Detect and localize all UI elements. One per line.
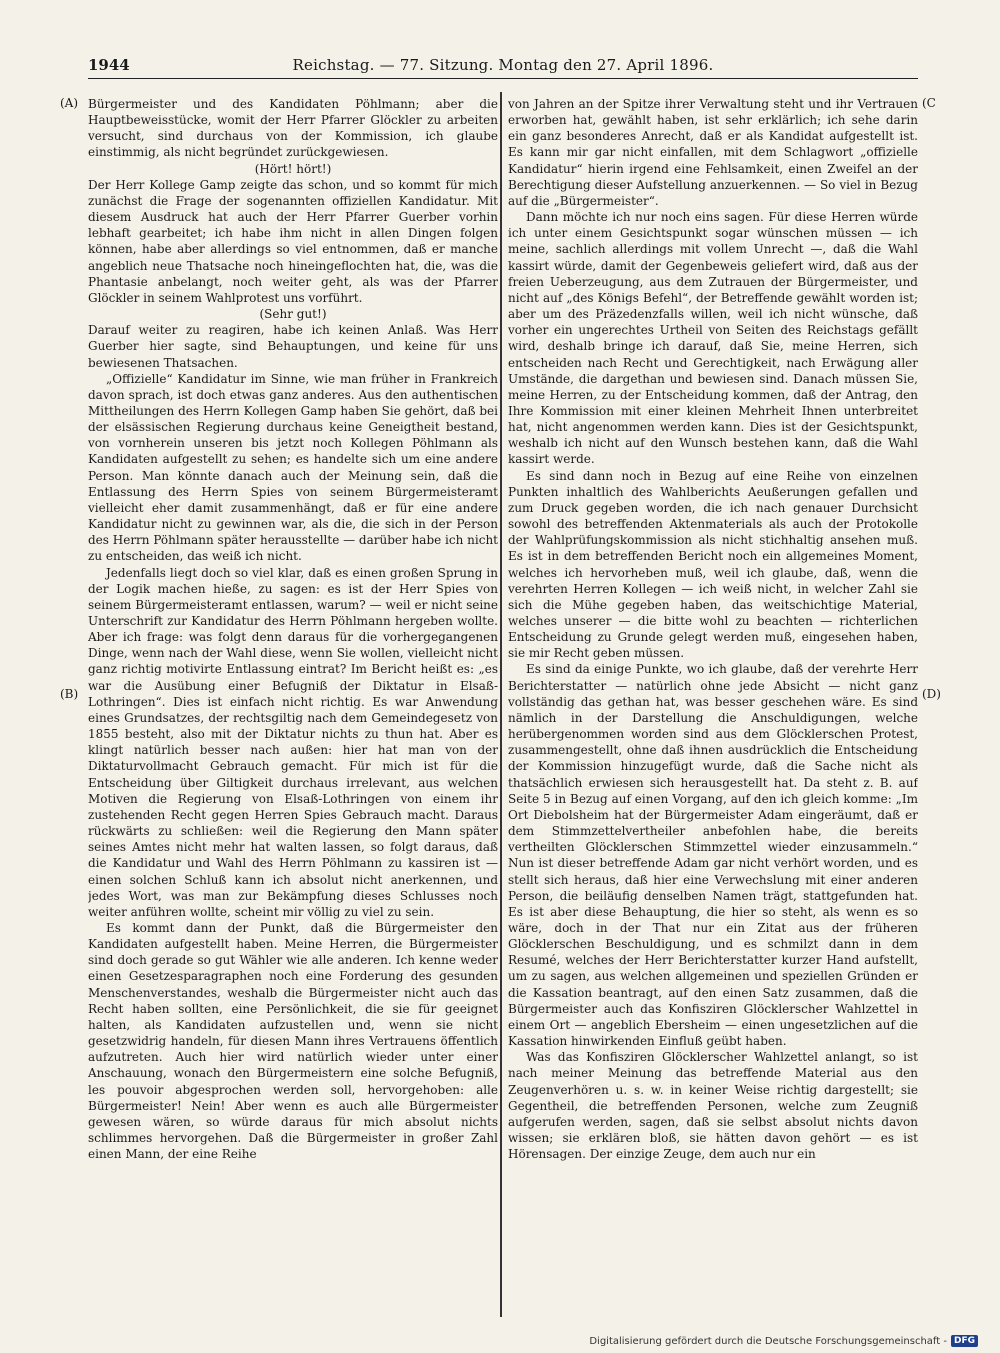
margin-marker-a: (A) bbox=[60, 96, 79, 110]
page-header bbox=[88, 52, 918, 79]
left-column bbox=[88, 96, 498, 1306]
interjection: (Sehr gut!) bbox=[259, 307, 327, 322]
column-divider bbox=[500, 92, 502, 1317]
paragraph: Es sind dann noch in Bezug auf eine Reihe von einzelnen Punkten inhaltlich des Wahlberichts Aeußerungen gefallen und zum Druck gegeben worden, die ich nach genauer Durchsicht sowohl des betreffenden Aktenmaterials als auch der Protokolle der Wahlprüfungskommission als nicht stichhaltig ansehen muß. Es ist in dem betreffenden Bericht noch ein allgemeines Moment, welches ich hervorheben muß, weil ich glaube, daß, wenn die verehrten Herren Kollegen — ich weiß nicht, in welcher Zahl sie sich die Mühe gegeben haben, das weitschichtige Material, welches unserer — die bitte wohl zu beachten — richterlichen Entscheidung zu Grunde gelegt werden muß, eingesehen haben, sie mir Recht geben müssen. bbox=[508, 468, 918, 661]
paragraph: Was das Konfisziren Glöcklerscher Wahlzettel anlangt, so ist nach meiner Meinung das betreffende Material aus den Zeugenverhören u. s. w. in keiner Weise richtig dargestellt; sie Gegentheil, die betreffenden Personen, welche zum Zeugniß aufgerufen werden, sagen, daß sie selbst absolut nichts davon wissen; sie erklären bloß, sie hätten davon gehört — es ist Hörensagen. Der einzige Zeuge, dem auch nur ein bbox=[508, 1050, 918, 1162]
running-head: Reichstag. — 77. Sitzung. Montag den 27. April 1896. bbox=[292, 56, 714, 74]
paragraph: Dann möchte ich nur noch eins sagen. Für diese Herren würde ich unter einem Gesichtspunkt sogar wünschen müssen — ich meine, sachlich allerdings mit vollem Unrecht —, daß die Wahl kassirt würde, damit der Gegenbeweis geliefert wird, daß aus der freien Ueberzeugung, aus dem Zutrauen der Bürgermeister, und nicht auf „des Königs Befehl“, der Betreffende gewählt worden ist; aber um des Präzedenzfalls willen, weil ich nicht wünsche, daß vorher ein ungerechtes Urtheil von Seiten des Reichstags gefällt wird, deshalb bringe ich darauf, daß Sie, meine Herren, sich entscheiden nach Recht und Gerechtigkeit, nach Erwägung aller Umstände, die dargethan und bewiesen sind. Danach müssen Sie, meine Herren, zu der Entscheidung kommen, daß der Antrag, den Ihre Kommission mit einer kleinen Mehrheit Ihnen unterbreitet hat, nicht angenommen werden kann. Dies ist der Gesichtspunkt, weshalb ich nicht auf den Wunsch bestehen kann, daß die Wahl kassirt werde. bbox=[508, 210, 918, 467]
paragraph: Es sind da einige Punkte, wo ich glaube, daß der verehrte Herr Berichterstatter — natürlich ohne jede Absicht — nicht ganz vollständig das gethan hat, was besser geschehen wäre. Es sind nämlich in der Darstellung die Anschuldigungen, welche herübergenommen worden sind aus dem Glöcklerschen Protest, zusammengestellt, ohne daß ihnen ausdrücklich die Entscheidung der Kommission hinzugefügt wurde, daß die Sache nicht als thatsächlich erwiesen sich herausgestellt hat. Da steht z. B. auf Seite 5 in Bezug auf einen Vorgang, auf den ich gleich komme: „Im Ort Diebolsheim hat der Bürgermeister Adam eingeräumt, daß er dem Stimmzettelvertheiler anbefohlen habe, die bereits vertheilten Glöcklerschen Stimmzettel wieder einzusammeln.“ Nun ist dieser betreffende Adam gar nicht verhört worden, und es stellt sich heraus, daß hier eine Verwechslung mit einer anderen Person, die beiläufig denselben Namen trägt, stattgefunden hat. Es ist aber diese Behauptung, die hier so steht, als wenn es so wäre, doch in der That nur ein Zitat aus der früheren Glöcklerschen Beschuldigung, und es schmilzt dann in dem Resumé, welches der Herr Berichterstatter kurzer Hand aufstellt, um zu sagen, aus welchen allgemeinen und speziellen Gründen er die Kassation beantragt, auf den einen Satz zusammen, daß die Bürgermeister auch das Konfisziren Glöcklerscher Wahlzettel in einem Ort — angeblich Ebersheim — einen ungesetzlichen auf die Kassation hinwirkenden Einfluß geübt haben. bbox=[508, 662, 918, 1049]
interjection: (Hört! hört!) bbox=[254, 161, 332, 176]
margin-marker-d: (D) bbox=[922, 687, 941, 701]
paragraph: von Jahren an der Spitze ihrer Verwaltung steht und ihr Vertrauen erworben hat, gewählt haben, ist sehr erklärlich; ich sehe darin ein ganz besonderes Anrecht, daß er als Kandidat aufgestellt ist. Es kann mir gar nicht einfallen, mit dem Schlagwort „offizielle Kandidatur“ hierin irgend eine Fehlsamkeit, einen Zweifel an der Berechtigung dieser Aufstellung anzuerkennen. — So viel in Bezug auf die „Bürgermeister“. bbox=[508, 97, 918, 208]
page-number: 1944 bbox=[88, 56, 130, 74]
paragraph: Darauf weiter zu reagiren, habe ich keinen Anlaß. Was Herr Guerber hier sagte, sind Behauptungen, und keine für uns bewiesenen Thatsachen. bbox=[88, 323, 498, 370]
right-column bbox=[508, 96, 918, 1306]
paragraph: Jedenfalls liegt doch so viel klar, daß es einen großen Sprung in der Logik machen hieße, zu sagen: es ist der Herr Spies von seinem Bürgermeisteramt entlassen, warum? — weil er nicht seine Unterschrift zur Kandidatur des Herrn Pöhlmann hergeben wollte. Aber ich frage: was folgt denn daraus für die vorhergegangenen Dinge, wenn nach der Wahl diese, wenn Sie wollen, vielleicht nicht ganz richtig motivirte Entlassung eintrat? Im Bericht heißt es: „es war die Ausübung einer Befugniß der Diktatur in Elsaß-Lothringen“. Dies ist einfach nicht richtig. Es war Anwendung eines Grundsatzes, der rechtsgiltig nach dem Gemeindegesetz von 1855 besteht, also mit der Diktatur nichts zu thun hat. Aber es klingt natürlich besser nach außen: hier hat man von der Diktaturvollmacht Gebrauch gemacht. Für mich ist für die Entscheidung über Giltigkeit durchaus irrelevant, aus welchen Motiven die Regierung von Elsaß-Lothringen von einem ihr zustehenden Recht gegen Herren Spies Gebrauch macht. Daraus rückwärts zu schließen: weil die Regierung den Mann später seines Amtes nicht mehr hat walten lassen, so folgt daraus, daß die Kandidatur und Wahl des Herrn Pöhlmann zu kassiren ist — einen solchen Schluß kann ich absolut nicht anerkennen, und jedes Wort, was man zur Bekämpfung dieses Schlusses noch weiter anführen wollte, scheint mir völlig zu viel zu sein. bbox=[88, 565, 498, 919]
footer-credit: Digitalisierung gefördert durch die Deutsche Forschungsgemeinschaft - bbox=[589, 1335, 947, 1347]
page-footer bbox=[589, 1335, 978, 1347]
paragraph: Bürgermeister und des Kandidaten Pöhlmann; aber die Hauptbeweisstücke, womit der Herr Pfarrer Glöckler zu arbeiten versucht, sind durchaus von der Kommission, ich glaube einstimmig, als nicht begründet zurückgewiesen. bbox=[88, 97, 498, 160]
paragraph: Es kommt dann der Punkt, daß die Bürgermeister den Kandidaten aufgestellt haben. Meine Herren, die Bürgermeister sind doch gerade so gut Wähler wie alle anderen. Ich kenne weder einen Gesetzesparagraphen noch eine Forderung des gesunden Menschenverstandes, weshalb die Bürgermeister nicht auch das Recht haben sollten, eine Persönlichkeit, die sie für geeignet halten, als Kandidaten aufzustellen und, wenn sie nicht gesetzwidrig handeln, für diesen Mann ihres Vertrauens öffentlich aufzutreten. Auch hier wird natürlich wieder unter einer Anschauung, wonach den Bürgermeistern eine solche Befugniß, les pouvoir abgesprochen werden soll, hervorgehoben: alle Bürgermeister! Nein! Aber wenn es auch alle Bürgermeister gewesen wären, so würde daraus für mich absolut nichts schlimmes hervorgehen. Daß die Bürgermeister in großer Zahl einen Mann, der eine Reihe bbox=[88, 920, 498, 1162]
margin-marker-c: (C bbox=[922, 96, 936, 110]
paragraph: „Offizielle“ Kandidatur im Sinne, wie man früher in Frankreich davon sprach, ist doch etwas ganz anderes. Aus den authentischen Mittheilungen des Herrn Kollegen Gamp haben Sie gehört, daß bei der elsässischen Regierung durchaus keine Geneigtheit bestand, von vornherein unseren bis jetzt noch Kollegen Pöhlmann als Kandidaten aufgestellt zu sehen; es handelte sich um eine andere Person. Man könnte danach auch der Meinung sein, daß die Entlassung des Herrn Spies von seinem Bürgermeisteramt vielleicht eher damit zusammenhängt, daß er für eine andere Kandidatur nicht zu gewinnen war, als die, die sich in der Person des Herrn Pöhlmann später herausstellte — darüber habe ich nicht zu entscheiden, das weiß ich nicht. bbox=[88, 371, 498, 564]
margin-marker-b: (B) bbox=[60, 687, 79, 701]
dfg-logo: DFG bbox=[951, 1335, 978, 1347]
paragraph: Der Herr Kollege Gamp zeigte das schon, und so kommt für mich zunächst die Frage der sogenannten offiziellen Kandidatur. Mit diesem Ausdruck hat auch der Herr Pfarrer Guerber vorhin lebhaft gearbeitet; ich habe ihm nicht in allen Dingen folgen können, habe aber allerdings so viel entnommen, daß er manche angeblich neue Thatsache noch hineingeflochten hat, die, was die Phantasie anbelangt, noch weiter geht, als was der Pfarrer Glöckler in seinem Wahlprotest uns vorführt. bbox=[88, 177, 498, 305]
